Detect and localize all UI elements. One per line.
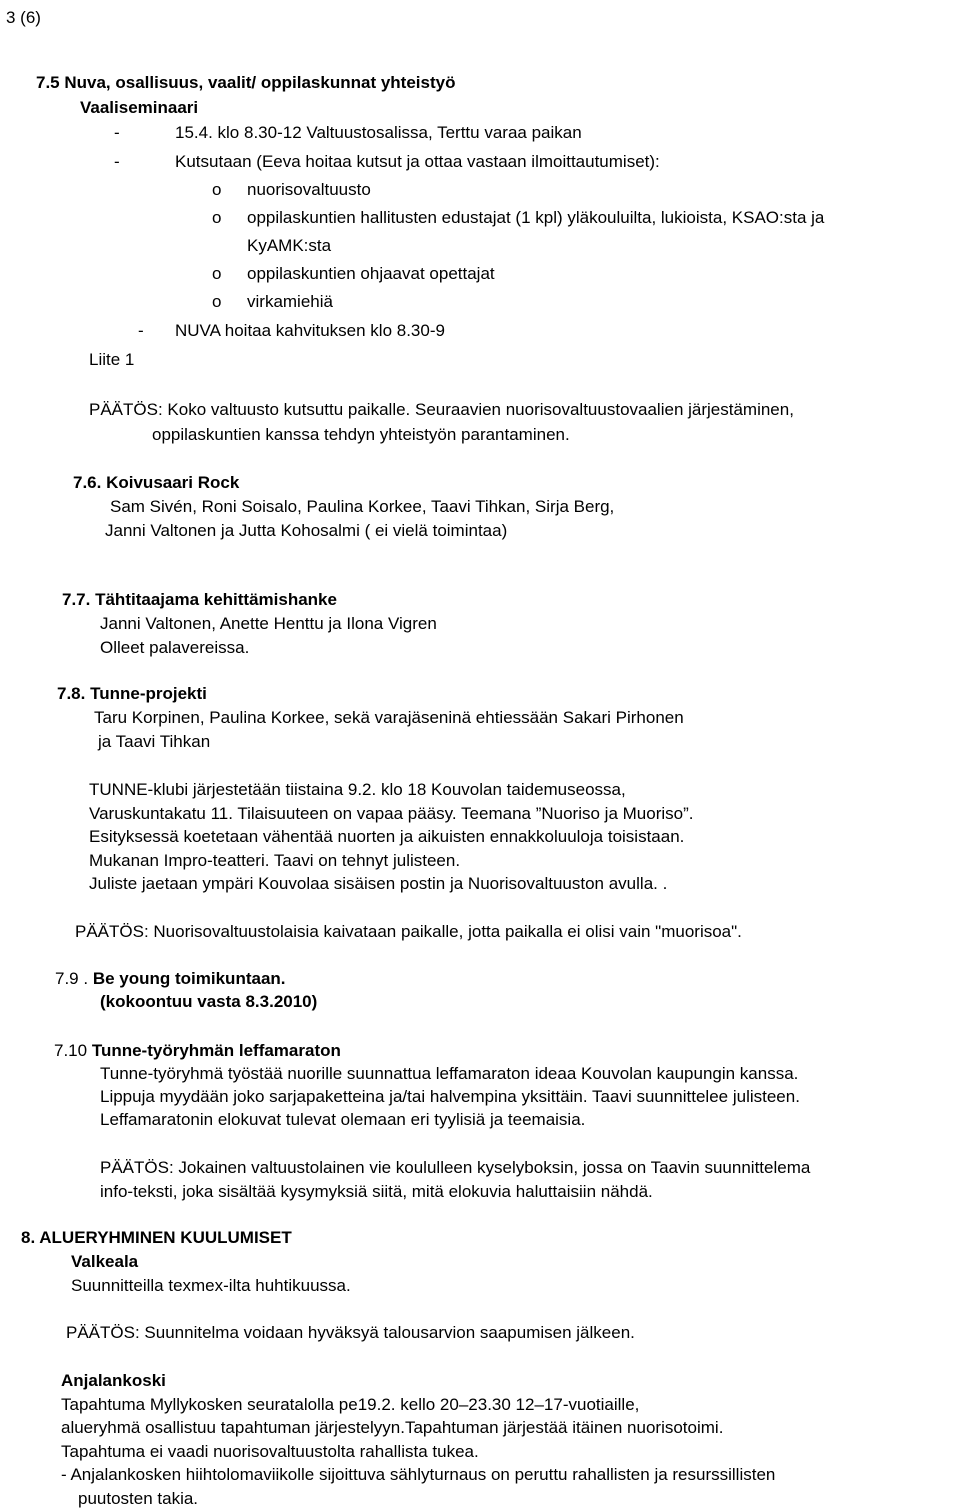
sub-list-item: oppilaskuntien hallitusten edustajat (1 kpl) yläkouluilta, lukioista, KSAO:sta ja (247, 208, 825, 227)
paragraph-line: Taru Korpinen, Paulina Korkee, sekä varajäseninä ehtiessään Sakari Pirhonen (94, 708, 684, 727)
paragraph-line: TUNNE-klubi järjestetään tiistaina 9.2. klo 18 Kouvolan taidemuseossa, (89, 780, 626, 799)
section-7-6-heading (73, 473, 239, 493)
paragraph-line: Janni Valtonen ja Jutta Kohosalmi ( ei vielä toimintaa) (105, 521, 508, 540)
paragraph-line: Suunnitteilla texmex-ilta huhtikuussa. (71, 1276, 351, 1295)
region-title-valkeala: Valkeala (71, 1252, 139, 1271)
section-number: 7.9 . (55, 969, 89, 988)
paragraph-line: Varuskuntakatu 11. Tilaisuuteen on vapaa pääsy. Teemana ”Nuoriso ja Muoriso”. (89, 804, 694, 823)
paragraph-line: Olleet palavereissa. (100, 638, 250, 657)
section-title: Tunne-työryhmän leffamaraton (91, 1041, 341, 1060)
paragraph-line: Tapahtuma Myllykosken seuratalolla pe19.2. kello 20–23.30 12–17-vuotiaille, (61, 1395, 640, 1414)
paragraph-line: ja Taavi Tihkan (98, 732, 211, 751)
section-number: 7.6. (73, 473, 102, 492)
paragraph-line: - Anjalankosken hiihtolomaviikolle sijoittuva sählyturnaus on peruttu rahallisten ja resurssillisten (61, 1465, 776, 1484)
dash-marker: - (138, 321, 144, 340)
section-title: Be young toimikuntaan. (92, 969, 286, 988)
decision-text-continuation: info-teksti, joka sisältää kysymyksiä siitä, mitä elokuvia haluttaisiin nähdä. (100, 1182, 653, 1201)
paragraph-line: Juliste jaetaan ympäri Kouvolaa sisäisen postin ja Nuorisovaltuuston avulla. . (89, 874, 668, 893)
decision-text: PÄÄTÖS: Jokainen valtuustolainen vie koululleen kyselyboksin, jossa on Taavin suunnittelema (100, 1158, 811, 1177)
section-title: Tähtitaajama kehittämishanke (95, 590, 337, 609)
section-7-8-heading (57, 684, 207, 704)
section-title: Tunne-projekti (90, 684, 207, 703)
paragraph-line: Mukanan Impro-teatteri. Taavi on tehnyt julisteen. (89, 851, 461, 870)
paragraph-line: Leffamaratonin elokuvat tulevat olemaan eri tyylisiä ja teemaisia. (100, 1110, 586, 1129)
attachment-label: Liite 1 (89, 350, 135, 369)
decision-text: PÄÄTÖS: Nuorisovaltuustolaisia kaivataan paikalle, jotta paikalla ei olisi vain "muorisoa". (75, 922, 742, 941)
paragraph-line: alueryhmä osallistuu tapahtuman järjestelyyn.Tapahtuman järjestää itäinen nuorisotoimi. (61, 1418, 724, 1437)
sub-list-item: virkamiehiä (247, 292, 333, 311)
decision-text: PÄÄTÖS: Koko valtuusto kutsuttu paikalle. Seuraavien nuorisovaltuustovaalien järjestäminen, (89, 400, 794, 419)
section-number: 7.7. (62, 590, 91, 609)
section-7-10-heading (54, 1041, 341, 1061)
section-number: 7.10 (54, 1041, 88, 1060)
section-number: 7.8. (57, 684, 86, 703)
paragraph-line: Esityksessä koetetaan vähentää nuorten ja aikuisten ennakkoluuloja toisistaan. (89, 827, 685, 846)
paragraph-line: Tapahtuma ei vaadi nuorisovaltuustolta rahallista tukea. (61, 1442, 479, 1461)
section-subtitle: (kokoontuu vasta 8.3.2010) (100, 992, 318, 1011)
section-7-9-heading (55, 969, 286, 989)
paragraph-line: Sam Sivén, Roni Soisalo, Paulina Korkee, Taavi Tihkan, Sirja Berg, (110, 497, 615, 516)
decision-text: PÄÄTÖS: Suunnitelma voidaan hyväksyä talousarvion saapumisen jälkeen. (66, 1323, 635, 1342)
section-title: Koivusaari Rock (106, 473, 240, 492)
paragraph-line: Tunne-työryhmä työstää nuorille suunnattua leffamaraton ideaa Kouvolan kaupungin kanssa. (100, 1064, 799, 1083)
section-7-5-heading: 7.5 Nuva, osallisuus, vaalit/ oppilaskunnat yhteistyö (36, 73, 456, 92)
sub-list-item-continuation: KyAMK:sta (247, 236, 332, 255)
sub-list-item: oppilaskuntien ohjaavat opettajat (247, 264, 495, 283)
list-item: NUVA hoitaa kahvituksen klo 8.30-9 (175, 321, 445, 340)
list-item: Kutsutaan (Eeva hoitaa kutsut ja ottaa vastaan ilmoittautumiset): (175, 152, 660, 171)
bullet-marker: o (212, 180, 222, 199)
section-7-7-heading (62, 590, 337, 610)
paragraph-line: puutosten takia. (78, 1489, 199, 1508)
sub-list-item: nuorisovaltuusto (247, 180, 371, 199)
section-7-5-subheading: Vaaliseminaari (80, 98, 199, 117)
decision-text-continuation: oppilaskuntien kanssa tehdyn yhteistyön parantaminen. (152, 425, 570, 444)
paragraph-line: Lippuja myydään joko sarjapaketteina ja/tai halvempina yksittäin. Taavi suunnittelee julisteen. (100, 1087, 800, 1106)
bullet-marker: o (212, 292, 222, 311)
paragraph-line: Janni Valtonen, Anette Henttu ja Ilona Vigren (100, 614, 437, 633)
bullet-marker: o (212, 208, 222, 227)
dash-marker: - (114, 152, 120, 171)
region-title-anjalankoski: Anjalankoski (61, 1371, 166, 1390)
dash-marker: - (114, 123, 120, 142)
list-item: 15.4. klo 8.30-12 Valtuustosalissa, Terttu varaa paikan (175, 123, 582, 142)
bullet-marker: o (212, 264, 222, 283)
section-8-heading: 8. ALUERYHMINEN KUULUMISET (21, 1228, 292, 1247)
page-number: 3 (6) (6, 8, 41, 27)
